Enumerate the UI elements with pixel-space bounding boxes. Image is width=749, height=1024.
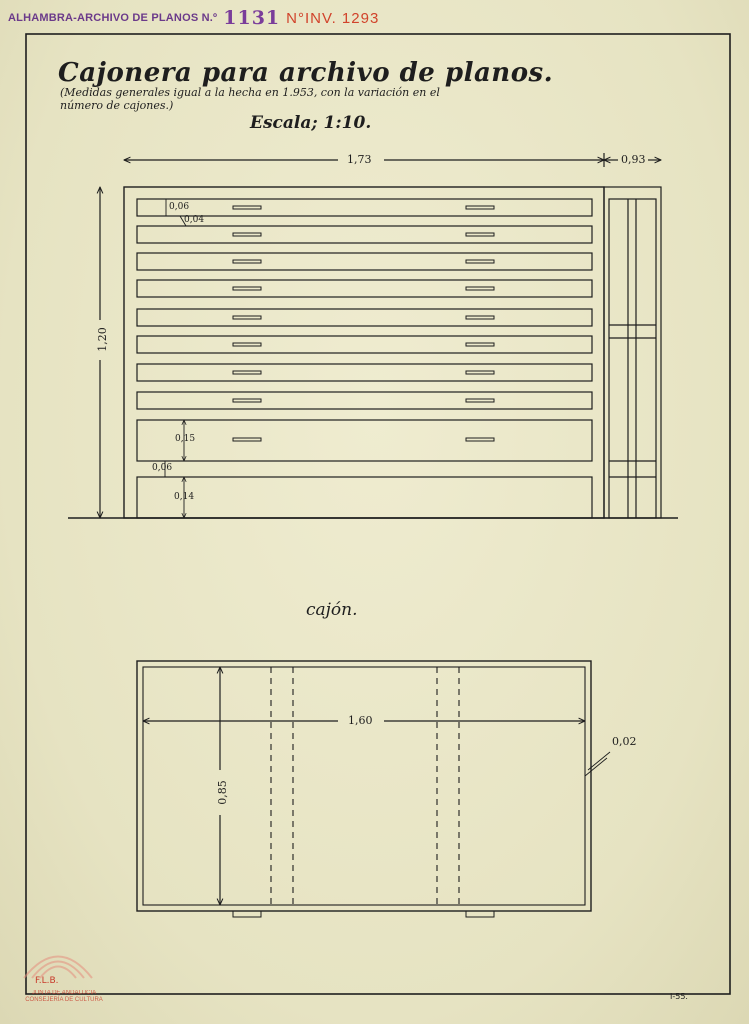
drawer-plan-inner <box>143 667 585 905</box>
dimension-drawer-depth: 0,85 <box>215 780 229 805</box>
drawer-plan-outer <box>137 661 591 911</box>
subtitle-line-1: (Medidas generales igual a la hecha en 1.953, con la variación en el <box>60 86 440 99</box>
drawing-subtitle <box>60 86 440 112</box>
sheet-code: I-55. <box>670 992 688 1001</box>
dimension-bottom-gap: 0,06 <box>152 463 173 473</box>
dimension-front-width: 1,73 <box>347 153 372 166</box>
dimension-drawer-gap-inner: 0,04 <box>184 215 205 225</box>
institution-logo <box>24 957 92 979</box>
institution-caption <box>14 990 114 1004</box>
sheet-border <box>26 34 730 994</box>
dimension-large-drawer: 0,15 <box>175 434 196 444</box>
dimension-drawer-width: 1,60 <box>348 714 373 727</box>
inventory-number: N°INV. 1293 <box>286 9 380 27</box>
dimension-plinth: 0,14 <box>174 492 195 502</box>
drawer-handles <box>233 206 494 441</box>
drawing-title: Cajonera para archivo de planos. <box>58 58 554 88</box>
drawer-plan-dividers <box>271 667 459 905</box>
dimension-total-height: 1,20 <box>95 327 109 352</box>
institution-caption-line-2: CONSEJERÍA DE CULTURA <box>25 997 103 1003</box>
institution-caption-line-1: JUNTA DE ANDALUCIA <box>31 990 97 996</box>
drawer-stack <box>137 199 592 518</box>
drawer-plan-title: cajón. <box>306 600 358 620</box>
author-initials: F.L.B. <box>35 976 59 986</box>
drawing-scale: Escala; 1:10. <box>250 113 372 133</box>
cabinet-side <box>604 187 661 518</box>
archive-stamp-number: 1131 <box>223 7 281 29</box>
dimension-drawer-gap-top: 0,06 <box>169 202 190 212</box>
dimension-drawer-wall: 0,02 <box>612 735 637 748</box>
subtitle-line-2: número de cajones.) <box>60 99 174 112</box>
archive-stamp-label: ALHAMBRA-ARCHIVO DE PLANOS N.º <box>8 12 218 24</box>
dimension-side-width: 0,93 <box>621 153 646 166</box>
